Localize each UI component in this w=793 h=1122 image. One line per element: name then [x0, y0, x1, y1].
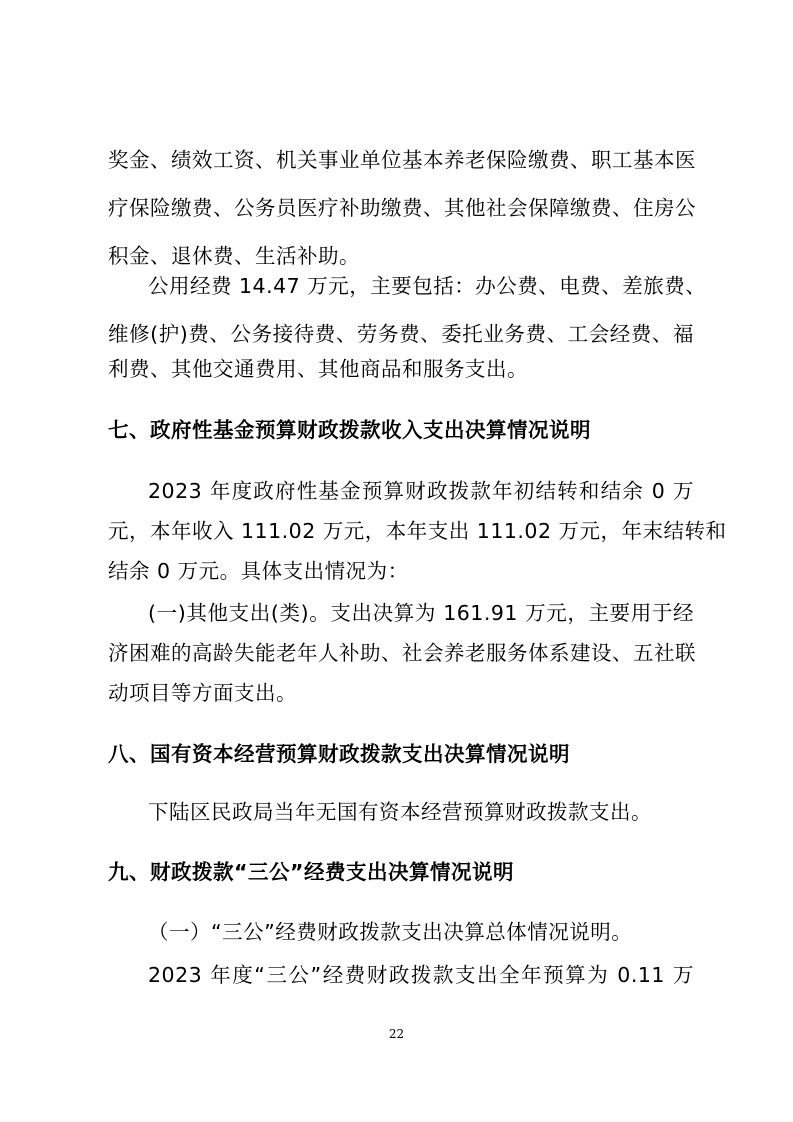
section-heading-8: 八、国有资本经营预算财政拨款支出决算情况说明: [108, 742, 570, 766]
body-text-line: 济困难的高龄失能老年人补助、社会养老服务体系建设、五社联: [108, 641, 696, 665]
body-text-line: 2023 年度政府性基金预算财政拨款年初结转和结余 0 万: [148, 479, 694, 503]
body-text-line: 公用经费 14.47 万元，主要包括：办公费、电费、差旅费、: [148, 274, 707, 298]
body-text-line: 利费、其他交通费用、其他商品和服务支出。: [108, 357, 528, 381]
subsection-heading: （一）“三公”经费财政拨款支出决算总体情况说明。: [148, 920, 633, 944]
body-text-line: 元，本年收入 111.02 万元，本年支出 111.02 万元，年末结转和: [108, 519, 727, 543]
body-text-line: 奖金、绩效工资、机关事业单位基本养老保险缴费、职工基本医: [108, 148, 696, 172]
page-number: 22: [388, 1027, 405, 1041]
body-text-line: 2023 年度“三公”经费财政拨款支出全年预算为 0.11 万: [148, 963, 694, 987]
body-text-line: (一)其他支出(类)。支出决算为 161.91 万元，主要用于经: [148, 601, 694, 625]
section-heading-7: 七、政府性基金预算财政拨款收入支出决算情况说明: [108, 418, 591, 442]
body-text-line: 下陆区民政局当年无国有资本经营预算财政拨款支出。: [148, 800, 652, 824]
body-text-line: 结余 0 万元。具体支出情况为：: [108, 559, 409, 583]
body-text-line: 维修(护)费、公务接待费、劳务费、委托业务费、工会经费、福: [108, 322, 694, 346]
body-text-line: 疗保险缴费、公务员医疗补助缴费、其他社会保障缴费、住房公: [108, 196, 696, 220]
body-text-line: 积金、退休费、生活补助。: [108, 244, 360, 268]
section-heading-9: 九、财政拨款“三公”经费支出决算情况说明: [108, 860, 514, 884]
body-text-line: 动项目等方面支出。: [108, 681, 297, 705]
